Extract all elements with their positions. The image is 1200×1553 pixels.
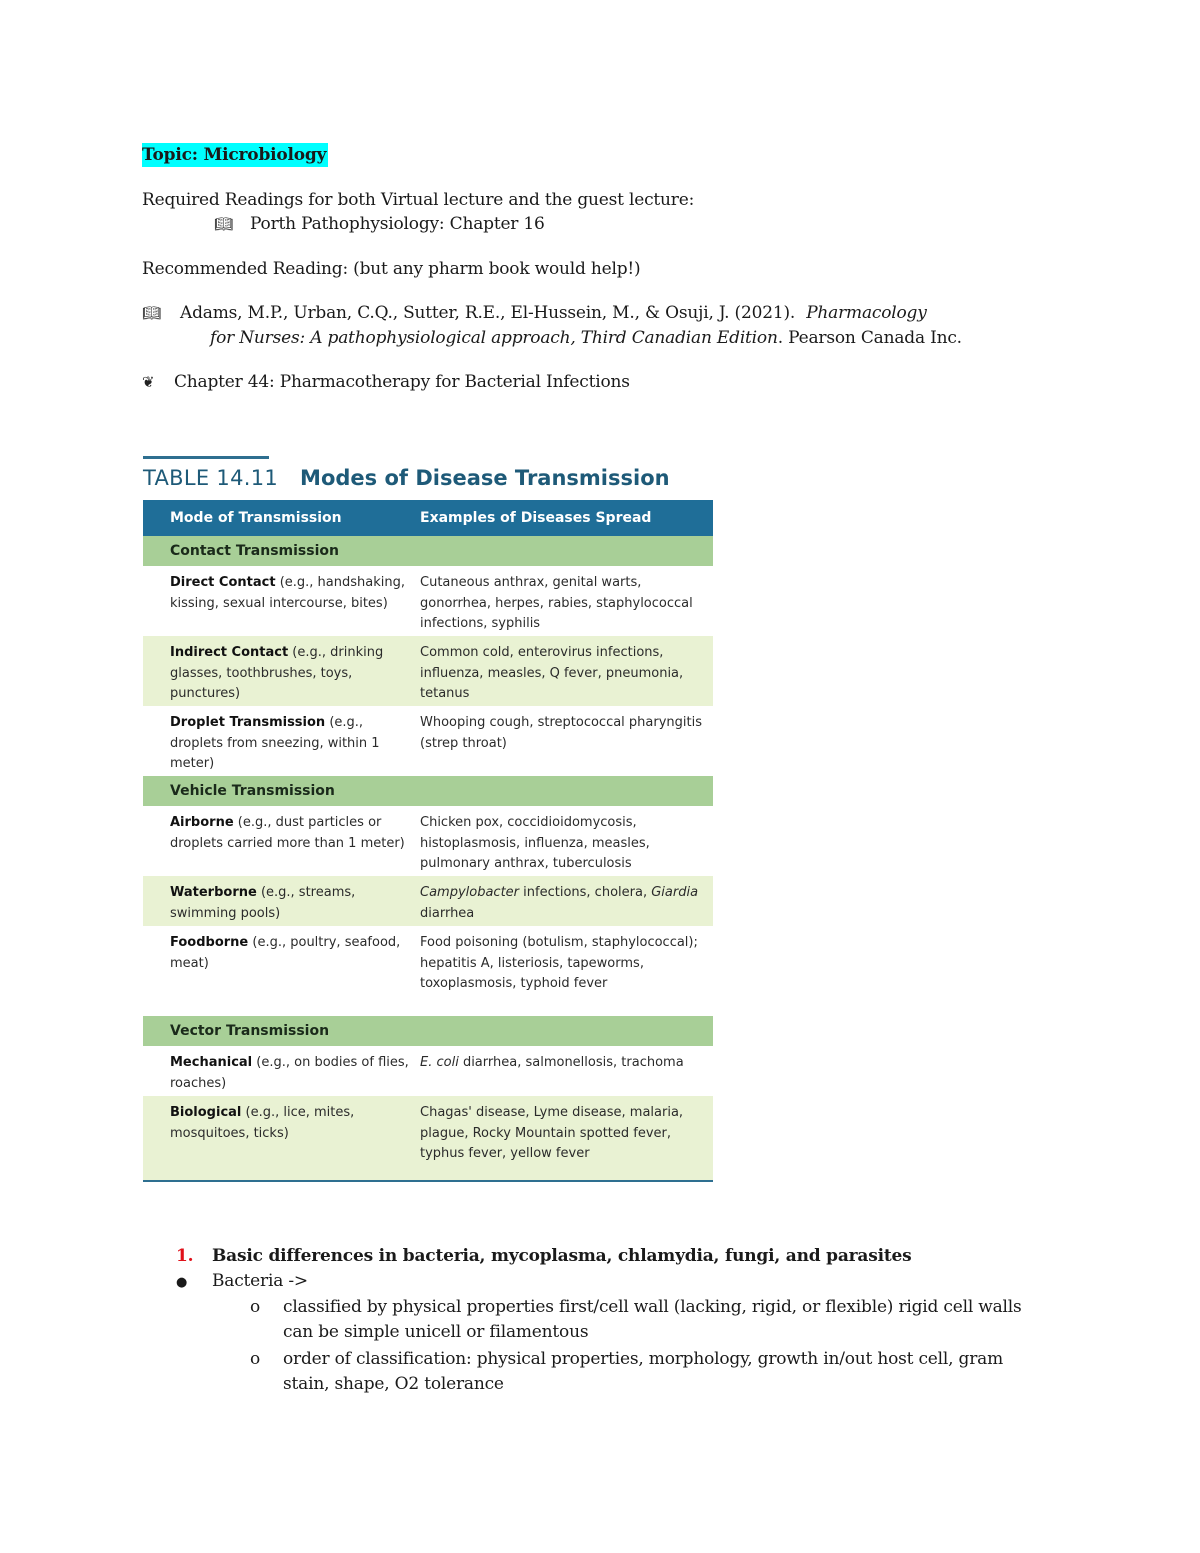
section-contact: Contact Transmission (143, 536, 713, 566)
bullet-bacteria: ● Bacteria -> (176, 1269, 308, 1295)
table-row: Airborne (e.g., dust particles or droplets carried more than 1 meter) Chicken pox, coccidioidomycosis, histoplasmosis, influenza, measles, pulmonary anthrax, tuberculosis (143, 806, 713, 876)
required-readings-heading: Required Readings for both Virtual lecture and the guest lecture: (142, 190, 695, 210)
section-vector: Vector Transmission (143, 1016, 713, 1046)
sub-bullet-continuation: stain, shape, O2 tolerance (283, 1374, 504, 1394)
table-header (143, 500, 713, 536)
table-row: Droplet Transmission (e.g., droplets from sneezing, within 1 meter) Whooping cough, streptococcal pharyngitis (strep throat) (143, 706, 713, 776)
table-row: Direct Contact (e.g., handshaking, kissing, sexual intercourse, bites) Cutaneous anthrax, genital warts, gonorrhea, herpes, rabies, staphylococcal infections, syphilis (143, 566, 713, 636)
sub-bullet: o classified by physical properties first/cell wall (lacking, rigid, or flexible) rigid cell walls (250, 1294, 1022, 1320)
bookmark-icon: ❦ (142, 373, 155, 391)
transmission-table (143, 500, 713, 1182)
list-item-1 (176, 1244, 912, 1268)
sub-bullet-marker: o (250, 1297, 261, 1317)
table-bottom-rule (143, 1180, 713, 1182)
required-reading-item: 📖︎ Porth Pathophysiology: Chapter 16 (214, 214, 545, 234)
sub-bullet-continuation: can be simple unicell or filamentous (283, 1322, 589, 1342)
header-examples: Examples of Diseases Spread (420, 509, 652, 526)
list-heading: Basic differences in bacteria, mycoplasma, chlamydia, fungi, and parasites (212, 1246, 912, 1266)
table-row: Biological (e.g., lice, mites, mosquitoes, ticks) Chagas' disease, Lyme disease, malaria, plague, Rocky Mountain spotted fever, typhus fever, yellow fever (143, 1096, 713, 1180)
table-row: Mechanical (e.g., on bodies of flies, roaches) E. coli diarrhea, salmonellosis, trachoma (143, 1046, 713, 1096)
sub-bullet: o order of classification: physical properties, morphology, growth in/out host cell, gram (250, 1346, 1003, 1372)
table-title: Modes of Disease Transmission (300, 466, 670, 490)
topic-heading: Topic: Microbiology (142, 145, 327, 165)
table-top-rule (143, 456, 269, 459)
book-icon: 📖︎ (142, 304, 162, 322)
sub-bullet-marker: o (250, 1349, 261, 1369)
list-number: 1. (176, 1246, 194, 1266)
header-mode: Mode of Transmission (170, 509, 342, 526)
table-caption (143, 466, 670, 490)
chapter-reading: ❦ Chapter 44: Pharmacotherapy for Bacterial Infections (142, 372, 630, 392)
citation-line-2: for Nurses: A pathophysiological approach, Third Canadian Edition. Pearson Canada Inc. (210, 328, 962, 348)
table-number: TABLE 14.11 (143, 466, 279, 490)
table-row: Waterborne (e.g., streams, swimming pools) Campylobacter infections, cholera, Giardia diarrhea (143, 876, 713, 926)
section-vehicle: Vehicle Transmission (143, 776, 713, 806)
citation: 📖︎ Adams, M.P., Urban, C.Q., Sutter, R.E., El-Hussein, M., & Osuji, J. (2021). Pharmacology (142, 303, 927, 323)
table-row: Foodborne (e.g., poultry, seafood, meat) Food poisoning (botulism, staphylococcal); hepatitis A, listeriosis, tapeworms, toxoplasmosis, typhoid fever (143, 926, 713, 1016)
book-icon: 📖︎ (214, 215, 234, 233)
table-row: Indirect Contact (e.g., drinking glasses, toothbrushes, toys, punctures) Common cold, enterovirus infections, influenza, measles, Q fever, pneumonia, tetanus (143, 636, 713, 706)
bullet-icon: ● (176, 1275, 188, 1290)
recommended-heading: Recommended Reading: (but any pharm book would help!) (142, 259, 641, 279)
